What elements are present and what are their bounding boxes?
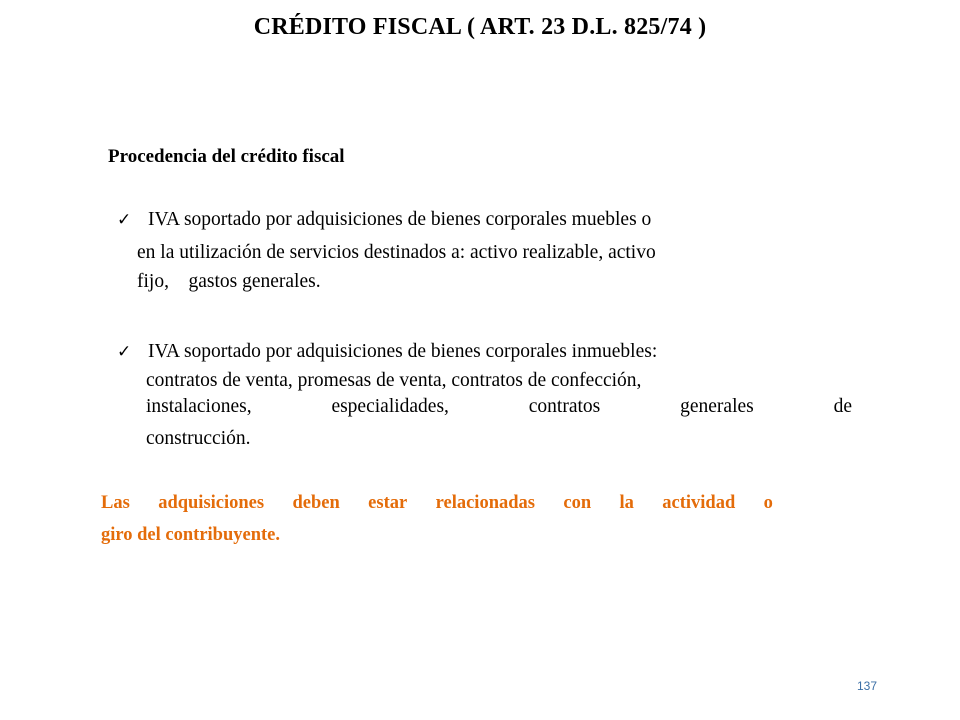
justified-word: de <box>833 396 852 417</box>
note-word: la <box>619 493 634 513</box>
note-word: o <box>763 493 773 513</box>
note-word: relacionadas <box>435 493 535 513</box>
slide-title: CRÉDITO FISCAL ( ART. 23 D.L. 825/74 ) <box>253 14 707 40</box>
bullet-2-line-3 <box>146 396 852 418</box>
note-word: adquisiciones <box>158 493 265 513</box>
note-word: actividad <box>662 493 736 513</box>
checkmark-icon: ✓ <box>117 342 132 362</box>
note-word: deben <box>292 493 340 513</box>
checkmark-icon: ✓ <box>117 210 132 230</box>
justified-word: especialidades, <box>331 396 449 417</box>
note-word: Las <box>101 493 130 513</box>
justified-word: generales <box>680 396 754 417</box>
bullet-2-line-1: IVA soportado por adquisiciones de bienes corporales inmuebles: <box>148 341 658 362</box>
bullet-2-line-2: contratos de venta, promesas de venta, contratos de confección, <box>146 370 642 391</box>
bullet-1-line-2: en la utilización de servicios destinados a: activo realizable, activo <box>137 242 656 263</box>
note-line-2: giro del contribuyente. <box>101 525 280 545</box>
justified-word: contratos <box>528 396 601 417</box>
page-number: 137 <box>857 679 878 693</box>
note-word: con <box>563 493 592 513</box>
note-line-1 <box>101 493 773 514</box>
bullet-2-line-4: construcción. <box>146 428 251 449</box>
section-subtitle: Procedencia del crédito fiscal <box>108 146 345 167</box>
bullet-1-line-3: fijo, gastos generales. <box>137 271 321 292</box>
justified-word: instalaciones, <box>146 396 252 417</box>
note-word: estar <box>368 493 408 513</box>
bullet-1-line-1: IVA soportado por adquisiciones de bienes corporales muebles o <box>148 209 652 230</box>
